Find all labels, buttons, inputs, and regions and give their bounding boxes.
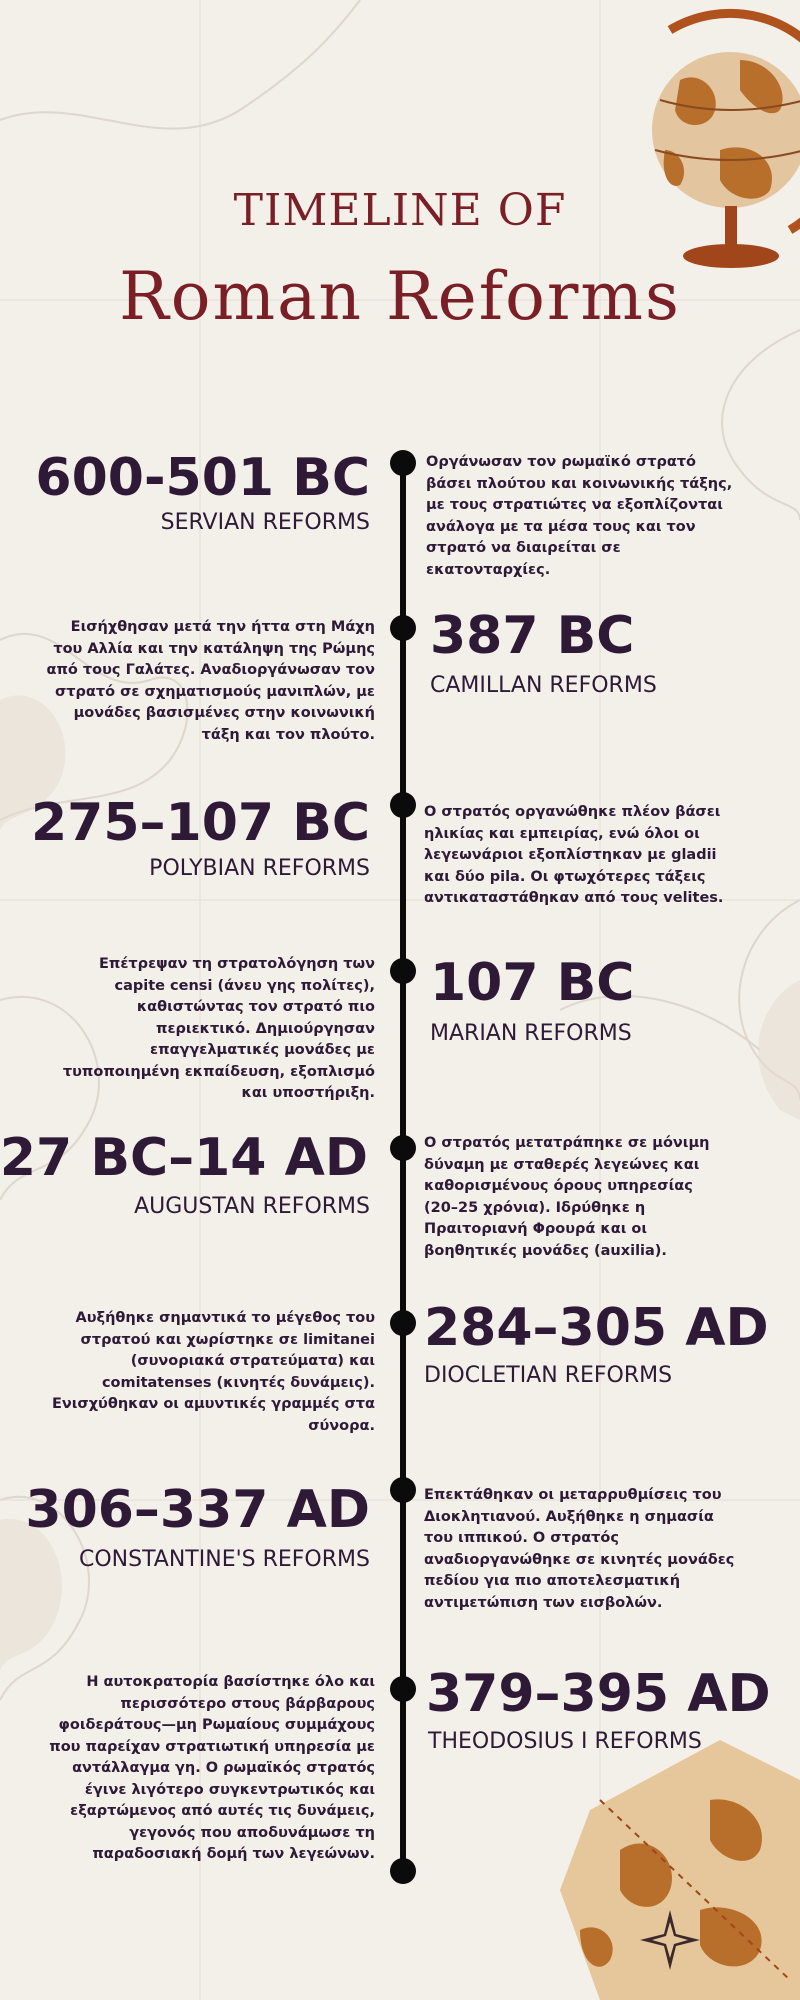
reform-name: CAMILLAN REFORMS xyxy=(430,673,657,698)
reform-name: POLYBIAN REFORMS xyxy=(149,856,370,881)
timeline-dot xyxy=(390,792,416,818)
reform-name: CONSTANTINE'S REFORMS xyxy=(78,1547,370,1572)
reform-description: Επέτρεψαν τη στρατολόγηση των capite censi (άνευ γης πολίτες), καθιστώντας τον στρατό πιο περιεκτικό. Δημιούργησαν επαγγελματικές μονάδες με τυποποιημένη εκπαίδευση, εξοπλισμό και υποστήριξη. xyxy=(62,956,375,1101)
timeline-dot xyxy=(390,1310,416,1336)
reform-name: MARIAN REFORMS xyxy=(430,1021,632,1046)
timeline-dot xyxy=(390,615,416,641)
timeline-dot xyxy=(390,958,416,984)
reform-date: 107 BC xyxy=(430,953,635,1013)
timeline-dot xyxy=(390,450,416,476)
reform-date: 275–107 BC xyxy=(31,793,370,853)
timeline-dot xyxy=(390,1676,416,1702)
reform-description: Ο στρατός μετατράπηκε σε μόνιμη δύναμη με σταθερές λεγεώνες και καθορισμένους όρους υπηρεσίας (20–25 χρόνια). Ιδρύθηκε η Πραιτοριανή Φρουρά και οι βοηθητικές μονάδες (auxilia). xyxy=(424,1135,710,1259)
reform-name: AUGUSTAN REFORMS xyxy=(134,1194,370,1219)
reform-date: 306–337 AD xyxy=(25,1480,370,1540)
timeline-end-dot xyxy=(390,1858,416,1884)
reform-description: Αυξήθηκε σημαντικά το μέγεθος του στρατού και χωρίστηκε σε limitanei (συνοριακά στρατεύματα) και comitatenses (κινητές δυνάμεις). Ενισχύθηκαν οι αμυντικές γραμμές στα σύνορα. xyxy=(51,1310,375,1434)
reform-name: THEODOSIUS I REFORMS xyxy=(428,1729,702,1754)
reform-description: Οργάνωσαν τον ρωμαϊκό στρατό βάσει πλούτου και κοινωνικής τάξης, με τους στρατιώτες να εξοπλίζονται ανάλογα με τα μέσα τους και τον στρατό να διαιρείται σε εκατονταρχίες. xyxy=(426,454,733,578)
old-map-illustration xyxy=(560,1740,800,2000)
reform-name: SERVIAN REFORMS xyxy=(160,510,370,535)
reform-date: 600-501 BC xyxy=(35,448,370,508)
reform-description: Ο στρατός οργανώθηκε πλέον βάσει ηλικίας και εμπειρίας, ενώ όλοι οι λεγεωνάριοι εξοπλίστηκαν με gladii και δύο pila. Οι φτωχότερες τάξεις αντικαταστάθηκαν από τους velites. xyxy=(424,804,724,906)
timeline-line xyxy=(400,460,406,1870)
reform-date: 387 BC xyxy=(430,606,635,666)
reform-date: 27 BC–14 AD xyxy=(0,1128,368,1188)
title-top: TIMELINE OF xyxy=(233,185,567,236)
timeline-dot xyxy=(390,1477,416,1503)
reform-description: Επεκτάθηκαν οι μεταρρυθμίσεις του Διοκλητιανού. Αυξήθηκε η σημασία του ιππικού. Ο στρατός αναδιοργανώθηκε σε κινητές μονάδες πεδίου για πιο αποτελεσματική αντιμετώπιση των εισβολών. xyxy=(424,1487,735,1611)
globe-illustration xyxy=(620,0,800,280)
page-title: Roman Reforms xyxy=(119,258,681,335)
reform-description: Η αυτοκρατορία βασίστηκε όλο και περισσότερο στους βάρβαρους φοιδεράτους—μη Ρωμαίους συμμάχους που παρείχαν στρατιωτική υπηρεσία με αντάλλαγμα γη. Ο ρωμαϊκός στρατός έγινε λιγότερο συγκεντρωτικός και εξαρτώμενος από αυτές τις δυνάμεις, γεγονός που αποδυνάμωσε τη παραδοσιακή δομή των λεγεώνων. xyxy=(49,1674,375,1862)
reform-name: DIOCLETIAN REFORMS xyxy=(424,1363,673,1388)
reform-date: 379–395 AD xyxy=(426,1664,771,1724)
reform-date: 284–305 AD xyxy=(424,1298,769,1358)
reform-description: Εισήχθησαν μετά την ήττα στη Μάχη του Αλλία και την κατάληψη της Ρώμης από τους Γαλάτες. Αναδιοργάνωσαν τον στρατό σε σχηματισμούς μανιπλών, με μονάδες βασισμένες στην κοινωνική τάξη και τον πλούτο. xyxy=(46,619,375,743)
timeline-dot xyxy=(390,1135,416,1161)
